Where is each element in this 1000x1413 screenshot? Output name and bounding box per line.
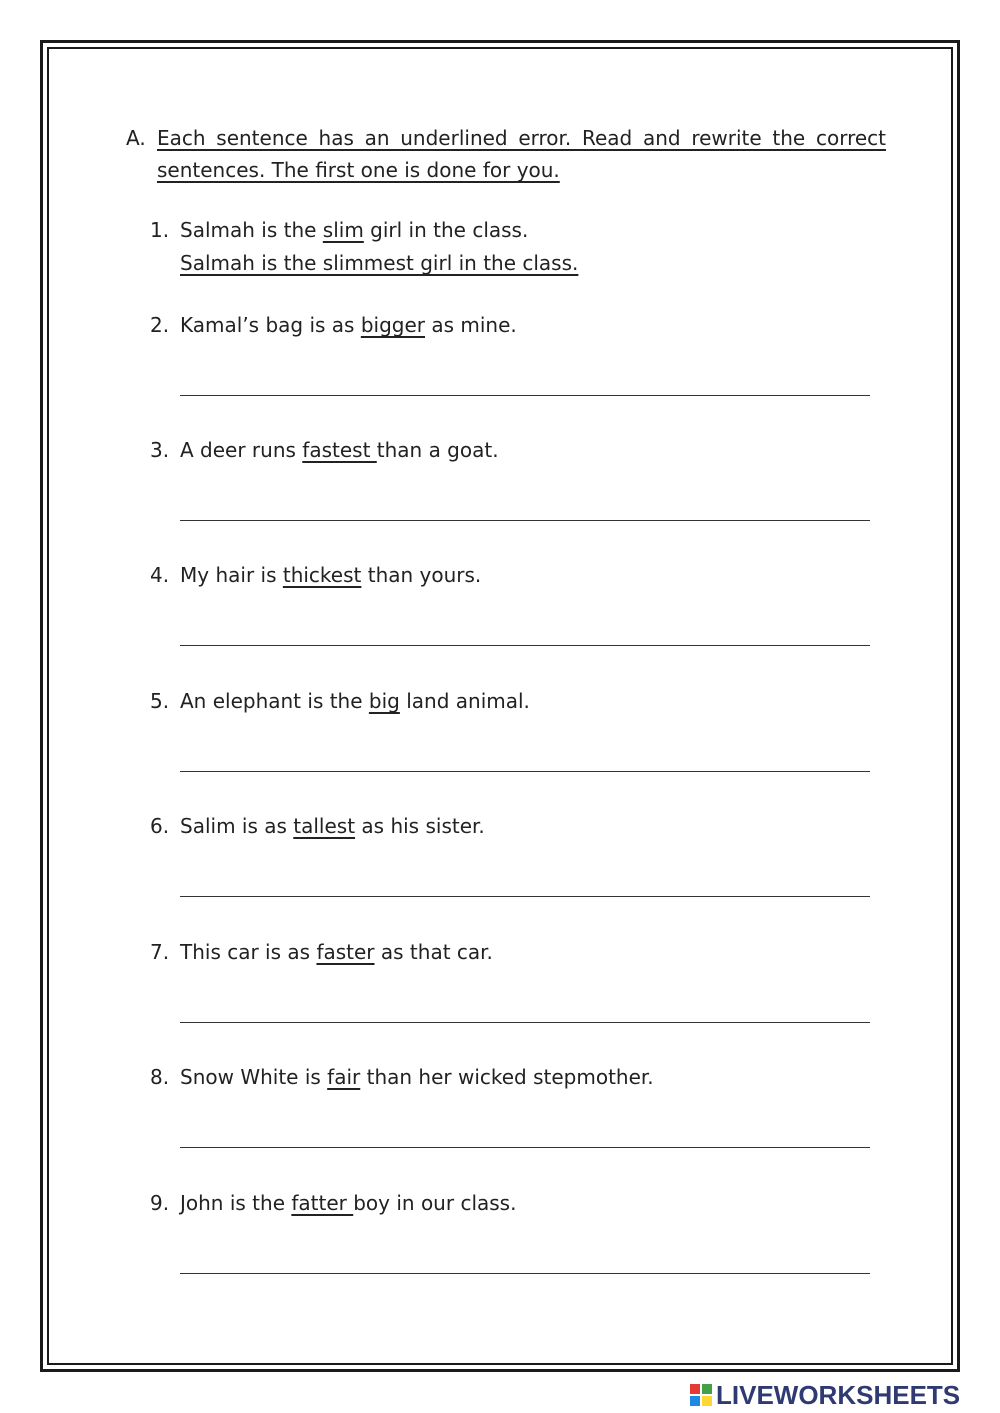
question-text-before: Salmah is the <box>180 218 323 242</box>
question-8 <box>150 1062 654 1092</box>
question-text-after: as his sister. <box>355 814 485 838</box>
underlined-error: fastest <box>302 438 377 462</box>
underlined-error: tallest <box>293 814 356 838</box>
question-text-after: than yours. <box>361 563 482 587</box>
example-answer: Salmah is the slimmest girl in the class. <box>180 251 579 275</box>
underlined-error: slim <box>322 218 364 242</box>
question-2 <box>150 310 517 340</box>
question-text-before: An elephant is the <box>180 689 369 713</box>
logo-text: LIVEWORKSHEETS <box>716 1379 961 1410</box>
question-text-before: A deer runs <box>180 438 303 462</box>
logo-square-icon <box>690 1384 700 1394</box>
question-text-before: John is the <box>180 1191 292 1215</box>
answer-line-6[interactable] <box>180 896 870 897</box>
underlined-error: thickest <box>282 563 362 587</box>
section-letter: A. <box>126 126 146 150</box>
question-text-after: than her wicked stepmother. <box>360 1065 654 1089</box>
question-number: 6. <box>150 814 170 838</box>
question-text-before: Snow White is <box>180 1065 328 1089</box>
question-number: 5. <box>150 689 170 713</box>
question-number: 8. <box>150 1065 170 1089</box>
instruction <box>126 122 886 186</box>
underlined-error: fair <box>327 1065 361 1089</box>
question-text-after: than a goat. <box>376 438 499 462</box>
question-1 <box>150 215 528 245</box>
question-text-after: as mine. <box>425 313 517 337</box>
answer-line-2[interactable] <box>180 395 870 396</box>
question-number: 1. <box>150 218 170 242</box>
question-text-before: Kamal’s bag is as <box>180 313 361 337</box>
question-9 <box>150 1188 516 1218</box>
question-text-after: land animal. <box>399 689 530 713</box>
answer-line-3[interactable] <box>180 520 870 521</box>
underlined-error: big <box>368 689 400 713</box>
logo-square-icon <box>702 1384 712 1394</box>
question-text-after: girl in the class. <box>363 218 529 242</box>
question-6 <box>150 811 485 841</box>
underlined-error: fatter <box>291 1191 354 1215</box>
question-number: 7. <box>150 940 170 964</box>
question-text-before: Salim is as <box>180 814 294 838</box>
logo-square-icon <box>702 1396 712 1406</box>
logo-square-icon <box>690 1396 700 1406</box>
question-number: 3. <box>150 438 170 462</box>
question-5 <box>150 686 530 716</box>
question-4 <box>150 560 481 590</box>
question-text-after: as that car. <box>374 940 493 964</box>
answer-line-8[interactable] <box>180 1147 870 1148</box>
question-number: 4. <box>150 563 170 587</box>
answer-line-7[interactable] <box>180 1022 870 1023</box>
answer-line-4[interactable] <box>180 645 870 646</box>
logo-grid-icon <box>690 1384 712 1406</box>
liveworksheets-logo <box>690 1380 960 1410</box>
question-text-before: My hair is <box>180 563 283 587</box>
answer-line-9[interactable] <box>180 1273 870 1274</box>
question-7 <box>150 937 493 967</box>
question-number: 2. <box>150 313 170 337</box>
question-number: 9. <box>150 1191 170 1215</box>
underlined-error: faster <box>316 940 375 964</box>
underlined-error: bigger <box>360 313 425 337</box>
instruction-text: Each sentence has an underlined error. Read and rewrite the correct sentences. The first one is done for you. <box>157 126 886 182</box>
question-text-before: This car is as <box>180 940 317 964</box>
question-text-after: boy in our class. <box>353 1191 517 1215</box>
answer-line-5[interactable] <box>180 771 870 772</box>
question-3 <box>150 435 499 465</box>
